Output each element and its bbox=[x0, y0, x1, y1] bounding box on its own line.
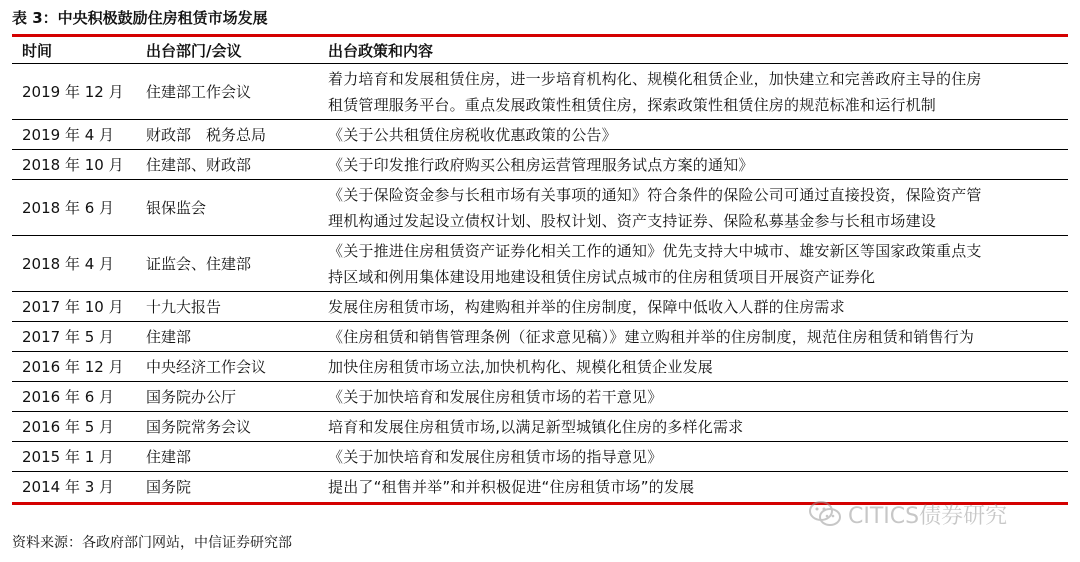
content-line: 《关于推进住房租赁资产证券化相关工作的通知》优先支持大中城市、雄安新区等国家政策重点支 bbox=[328, 241, 982, 260]
content-line: 培育和发展住房租赁市场,以满足新型城镇化住房的多样化需求 bbox=[328, 417, 744, 436]
cell-dept: 十九大报告 bbox=[136, 292, 318, 322]
table-row bbox=[12, 322, 1068, 352]
header-row bbox=[12, 37, 1068, 64]
table-row bbox=[12, 64, 1068, 120]
table-row bbox=[12, 412, 1068, 442]
wechat-icon bbox=[808, 499, 842, 529]
content-line: 《关于加快培育和发展住房租赁市场的指导意见》 bbox=[328, 447, 663, 466]
cell-content bbox=[318, 382, 1068, 412]
watermark bbox=[808, 494, 1007, 534]
cell-time: 2019 年 4 月 bbox=[12, 120, 136, 150]
content-line: 持区域和例用集体建设用地建设租赁住房试点城市的住房租赁项目开展资产证券化 bbox=[328, 267, 876, 286]
cell-content bbox=[318, 180, 1068, 236]
cell-dept: 国务院 bbox=[146, 478, 192, 497]
cell-dept: 住建部 bbox=[136, 442, 318, 472]
cell-dept: 银保监会 bbox=[136, 180, 318, 236]
table-row bbox=[12, 150, 1068, 180]
cell-dept: 国务院常务会议 bbox=[136, 412, 318, 442]
table-row bbox=[12, 120, 1068, 150]
cell-dept: 住建部 bbox=[136, 322, 318, 352]
cell-dept: 中央经济工作会议 bbox=[136, 352, 318, 382]
content-line: 《关于保险资金参与长租市场有关事项的通知》符合条件的保险公司可通过直接投资，保险资产管 bbox=[328, 185, 982, 204]
cell-time: 2016 年 5 月 bbox=[12, 412, 136, 442]
cell-dept: 国务院办公厅 bbox=[136, 382, 318, 412]
header-content: 出台政策和内容 bbox=[318, 37, 1068, 64]
cell-content bbox=[318, 64, 1068, 120]
cell-time: 2018 年 10 月 bbox=[12, 150, 136, 180]
cell-time: 2017 年 5 月 bbox=[12, 322, 136, 352]
cell-time: 2018 年 4 月 bbox=[12, 236, 136, 292]
content-line: 加快住房租赁市场立法,加快机构化、规模化租赁企业发展 bbox=[328, 357, 713, 376]
cell-time: 2016 年 12 月 bbox=[12, 352, 136, 382]
watermark-text: CITICS债券研究 bbox=[848, 503, 1008, 529]
cell-content bbox=[318, 292, 1068, 322]
header-time: 时间 bbox=[12, 37, 136, 64]
cell-content bbox=[318, 120, 1068, 150]
cell-time: 2018 年 6 月 bbox=[12, 180, 136, 236]
table-row bbox=[12, 180, 1068, 236]
source-note: 资料来源：各政府部门网站，中信证券研究部 bbox=[12, 535, 292, 551]
cell-dept: 证监会、住建部 bbox=[136, 236, 318, 292]
cell-dept: 住建部、财政部 bbox=[136, 150, 318, 180]
cell-content bbox=[318, 442, 1068, 472]
cell-content bbox=[318, 236, 1068, 292]
cell-content bbox=[318, 412, 1068, 442]
cell-time: 2015 年 1 月 bbox=[12, 442, 136, 472]
table-row bbox=[12, 352, 1068, 382]
table-row bbox=[12, 382, 1068, 412]
content-line: 着力培育和发展租赁住房，进一步培育机构化、规模化租赁企业，加快建立和完善政府主导的住房 bbox=[328, 69, 982, 88]
content-line: 理机构通过发起设立债权计划、股权计划、资产支持证券、保险私募基金参与长租市场建设 bbox=[328, 211, 937, 230]
content-line: 租赁管理服务平台。重点发展政策性租赁住房，探索政策性租赁住房的规范标准和运行机制 bbox=[328, 95, 937, 114]
content-line: 提出了“租售并举”和并积极促进“住房租赁市场”的发展 bbox=[328, 477, 695, 496]
cell-time: 2014 年 3 月 bbox=[22, 478, 115, 497]
policy-table-wrap bbox=[12, 34, 1068, 505]
table-title: 表 3：中央积极鼓励住房租赁市场发展 bbox=[12, 9, 268, 27]
cell-content bbox=[318, 150, 1068, 180]
table-row bbox=[12, 442, 1068, 472]
content-line: 发展住房租赁市场，构建购租并举的住房制度，保障中低收入人群的住房需求 bbox=[328, 297, 845, 316]
table-row bbox=[12, 236, 1068, 292]
cell-time: 2017 年 10 月 bbox=[12, 292, 136, 322]
cell-content bbox=[318, 352, 1068, 382]
table-body bbox=[12, 64, 1068, 502]
header-dept: 出台部门/会议 bbox=[136, 37, 318, 64]
policy-table bbox=[12, 37, 1068, 502]
cell-time: 2019 年 12 月 bbox=[12, 64, 136, 120]
content-line: 《住房租赁和销售管理条例（征求意见稿）》建立购租并举的住房制度，规范住房租赁和销售行为 bbox=[328, 327, 975, 346]
content-line: 《关于公共租赁住房税收优惠政策的公告》 bbox=[328, 125, 617, 144]
cell-dept: 住建部工作会议 bbox=[136, 64, 318, 120]
cell-dept: 财政部 税务总局 bbox=[136, 120, 318, 150]
content-line: 《关于印发推行政府购买公租房运营管理服务试点方案的通知》 bbox=[328, 155, 754, 174]
content-line: 《关于加快培育和发展住房租赁市场的若干意见》 bbox=[328, 387, 663, 406]
cell-time: 2016 年 6 月 bbox=[12, 382, 136, 412]
cell-content bbox=[318, 322, 1068, 352]
table-row bbox=[12, 292, 1068, 322]
